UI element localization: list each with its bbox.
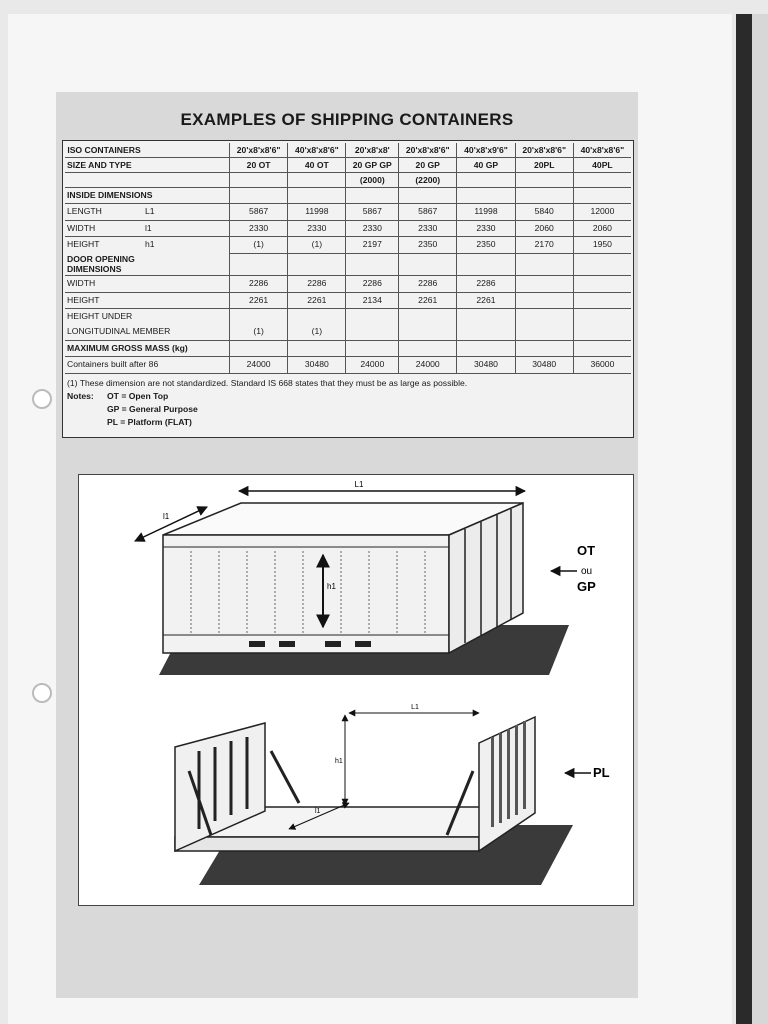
- table-cell: 30480: [515, 357, 573, 373]
- header-cell: 20PL: [515, 158, 573, 173]
- empty-cell: [515, 308, 573, 324]
- table-cell: [346, 324, 399, 340]
- row-label: LENGTH: [65, 204, 143, 220]
- table-cell: 11998: [457, 204, 515, 220]
- platform-container-drawing: [175, 713, 591, 885]
- table-cell: 2286: [457, 276, 515, 292]
- table-cell: 2330: [399, 220, 457, 236]
- label-OT: OT: [577, 543, 596, 558]
- table-cell: (1): [288, 324, 346, 340]
- header-cell: 40'x8'x9'6": [457, 143, 515, 158]
- specifications-table: [62, 140, 634, 438]
- empty-cell: [288, 188, 346, 204]
- empty-cell: [230, 253, 288, 276]
- page-title: EXAMPLES OF SHIPPING CONTAINERS: [180, 110, 514, 129]
- section-row: [65, 188, 631, 204]
- header-cell: [573, 173, 631, 188]
- table-cell: [515, 276, 573, 292]
- section-row: [65, 253, 631, 276]
- empty-cell: [457, 308, 515, 324]
- table-row: [65, 357, 631, 373]
- label-GP: GP: [577, 579, 596, 594]
- row-label: HEIGHT UNDER: [67, 310, 133, 321]
- row-symbol: [143, 292, 230, 308]
- table-cell: 5867: [230, 204, 288, 220]
- header-cell: [143, 158, 230, 173]
- label-L1-bottom: L1: [411, 704, 419, 711]
- table-row: [65, 220, 631, 236]
- table-row: [65, 204, 631, 220]
- label-L1-top: L1: [354, 480, 364, 489]
- table-cell: 2286: [346, 276, 399, 292]
- table-cell: 11998: [288, 204, 346, 220]
- table-cell: [573, 292, 631, 308]
- table-cell: 5867: [399, 204, 457, 220]
- row-symbol: l1: [143, 220, 230, 236]
- label-h1-bottom: h1: [335, 758, 343, 765]
- empty-cell: [346, 340, 399, 356]
- section-heading: INSIDE DIMENSIONS: [65, 188, 230, 204]
- label-h1-top: h1: [327, 582, 336, 591]
- table-cell: 2261: [399, 292, 457, 308]
- row-label: WIDTH: [65, 276, 143, 292]
- empty-cell: [573, 308, 631, 324]
- note-item: GP = General Purpose: [107, 404, 198, 414]
- table-cell: 2170: [515, 237, 573, 253]
- open-top-container-drawing: [135, 491, 577, 675]
- empty-cell: [573, 340, 631, 356]
- table-row: [65, 237, 631, 253]
- table-row: [65, 292, 631, 308]
- table-cell: 2330: [346, 220, 399, 236]
- notes-spacer: [67, 403, 107, 416]
- table-cell: 24000: [230, 357, 288, 373]
- table-cell: [399, 324, 457, 340]
- header-cell: 40'x8'x8'6": [288, 143, 346, 158]
- table-cell: 2286: [399, 276, 457, 292]
- empty-cell: [515, 188, 573, 204]
- platform-base: [175, 837, 479, 851]
- row-symbol: L1: [143, 204, 230, 220]
- empty-cell: [230, 188, 288, 204]
- header-cell: 40PL: [573, 158, 631, 173]
- row-label: WIDTH: [65, 220, 143, 236]
- header-cell: (2000): [346, 173, 399, 188]
- table-cell: 2286: [230, 276, 288, 292]
- table-cell: 1950: [573, 237, 631, 253]
- empty-cell: [399, 340, 457, 356]
- table-cell: 24000: [346, 357, 399, 373]
- header-cell: ISO CONTAINERS: [65, 143, 143, 158]
- header-cell: 20'x8'x8'6": [399, 143, 457, 158]
- row-symbol: [143, 276, 230, 292]
- table-cell: 2261: [288, 292, 346, 308]
- table-cell: 5840: [515, 204, 573, 220]
- table-cell: (1): [230, 324, 288, 340]
- note-item: OT = Open Top: [107, 391, 169, 401]
- header-cell: (2200): [399, 173, 457, 188]
- empty-cell: [230, 308, 288, 324]
- table-cell: [515, 324, 573, 340]
- door-opening-heading: DOOR OPENING DIMENSIONS: [67, 254, 135, 275]
- table-cell: 2350: [457, 237, 515, 253]
- header-cell: [288, 173, 346, 188]
- header-cell: [515, 173, 573, 188]
- table-cell: 2330: [457, 220, 515, 236]
- table-row: [65, 276, 631, 292]
- header-cell: SIZE AND TYPE: [65, 158, 143, 173]
- row-symbol: h1: [145, 239, 155, 250]
- table-cell: [573, 324, 631, 340]
- empty-cell: [399, 308, 457, 324]
- label-l1-top: l1: [163, 512, 170, 521]
- header-cell: 20 OT: [230, 158, 288, 173]
- note-row: [67, 403, 467, 416]
- table-cell: 2197: [346, 237, 399, 253]
- table-cell: 2286: [288, 276, 346, 292]
- header-cell: 40 GP: [457, 158, 515, 173]
- table-cell: [515, 292, 573, 308]
- punch-hole: [32, 683, 52, 703]
- header-cell: 20'x8'x8': [346, 143, 399, 158]
- section-heading: [65, 253, 230, 276]
- empty-cell: [573, 253, 631, 276]
- table-cell: 2134: [346, 292, 399, 308]
- table-cell: (1): [288, 237, 346, 253]
- label-ou: ou: [581, 566, 593, 577]
- containers-table: [65, 143, 631, 374]
- table-cell: 2330: [230, 220, 288, 236]
- table-cell: 30480: [288, 357, 346, 373]
- empty-cell: [288, 340, 346, 356]
- header-cell: 20 GP: [399, 158, 457, 173]
- table-cell: 24000: [399, 357, 457, 373]
- table-row: [65, 324, 631, 340]
- empty-cell: [346, 188, 399, 204]
- container-diagrams: [78, 474, 634, 906]
- row-label: Containers built after 86: [65, 357, 230, 373]
- header-cell: 20 GP GP: [346, 158, 399, 173]
- table-header-row: [65, 158, 631, 173]
- section-heading: MAXIMUM GROSS MASS (kg): [65, 340, 230, 356]
- notes-spacer: [67, 416, 107, 429]
- header-cell: 20'x8'x8'6": [230, 143, 288, 158]
- note-row: [67, 416, 467, 429]
- header-cell: 40 OT: [288, 158, 346, 173]
- table-cell: (1): [230, 237, 288, 253]
- empty-cell: [457, 340, 515, 356]
- table-cell: 2350: [399, 237, 457, 253]
- table-cell: 2261: [230, 292, 288, 308]
- binder-edge: [736, 14, 752, 1024]
- row-label: HEIGHT: [67, 239, 100, 250]
- table-cell: 2261: [457, 292, 515, 308]
- empty-cell: [399, 188, 457, 204]
- footnote: (1) These dimension are not standardized. Standard IS 668 states that they must be as large as possible.: [67, 378, 468, 388]
- header-cell: [143, 143, 230, 158]
- table-cell: 5867: [346, 204, 399, 220]
- binder-edge-margin: [752, 14, 768, 1024]
- container-illustrations: [79, 475, 633, 905]
- row-label: HEIGHT: [65, 292, 143, 308]
- note-item: PL = Platform (FLAT): [107, 417, 192, 427]
- empty-cell: [515, 253, 573, 276]
- header-cell: [457, 173, 515, 188]
- table-cell: 36000: [573, 357, 631, 373]
- table-cell: 12000: [573, 204, 631, 220]
- label-PL: PL: [593, 765, 610, 780]
- empty-cell: [515, 340, 573, 356]
- table-cell: 30480: [457, 357, 515, 373]
- empty-cell: [399, 253, 457, 276]
- empty-cell: [346, 253, 399, 276]
- header-cell: [230, 173, 288, 188]
- header-cell: 40'x8'x8'6": [573, 143, 631, 158]
- row-label: LONGITUDINAL MEMBER: [65, 324, 230, 340]
- empty-cell: [346, 308, 399, 324]
- empty-cell: [573, 188, 631, 204]
- empty-cell: [457, 253, 515, 276]
- notes-block: [67, 377, 467, 429]
- table-cell: [457, 324, 515, 340]
- empty-cell: [457, 188, 515, 204]
- table-header-row: [65, 173, 631, 188]
- punch-hole: [32, 389, 52, 409]
- content-panel: [56, 92, 638, 998]
- empty-cell: [230, 340, 288, 356]
- table-cell: 2060: [515, 220, 573, 236]
- empty-cell: [288, 253, 346, 276]
- table-row: [65, 308, 631, 324]
- section-row: [65, 340, 631, 356]
- header-cell: [143, 173, 230, 188]
- table-cell: 2060: [573, 220, 631, 236]
- label-l1-bottom: l1: [315, 808, 321, 815]
- header-cell: 20'x8'x8'6": [515, 143, 573, 158]
- table-cell: 2330: [288, 220, 346, 236]
- table-cell: [573, 276, 631, 292]
- empty-cell: [288, 308, 346, 324]
- header-cell: [65, 173, 143, 188]
- note-row: [67, 390, 467, 403]
- table-header-row: [65, 143, 631, 158]
- notes-label: Notes:: [67, 391, 94, 401]
